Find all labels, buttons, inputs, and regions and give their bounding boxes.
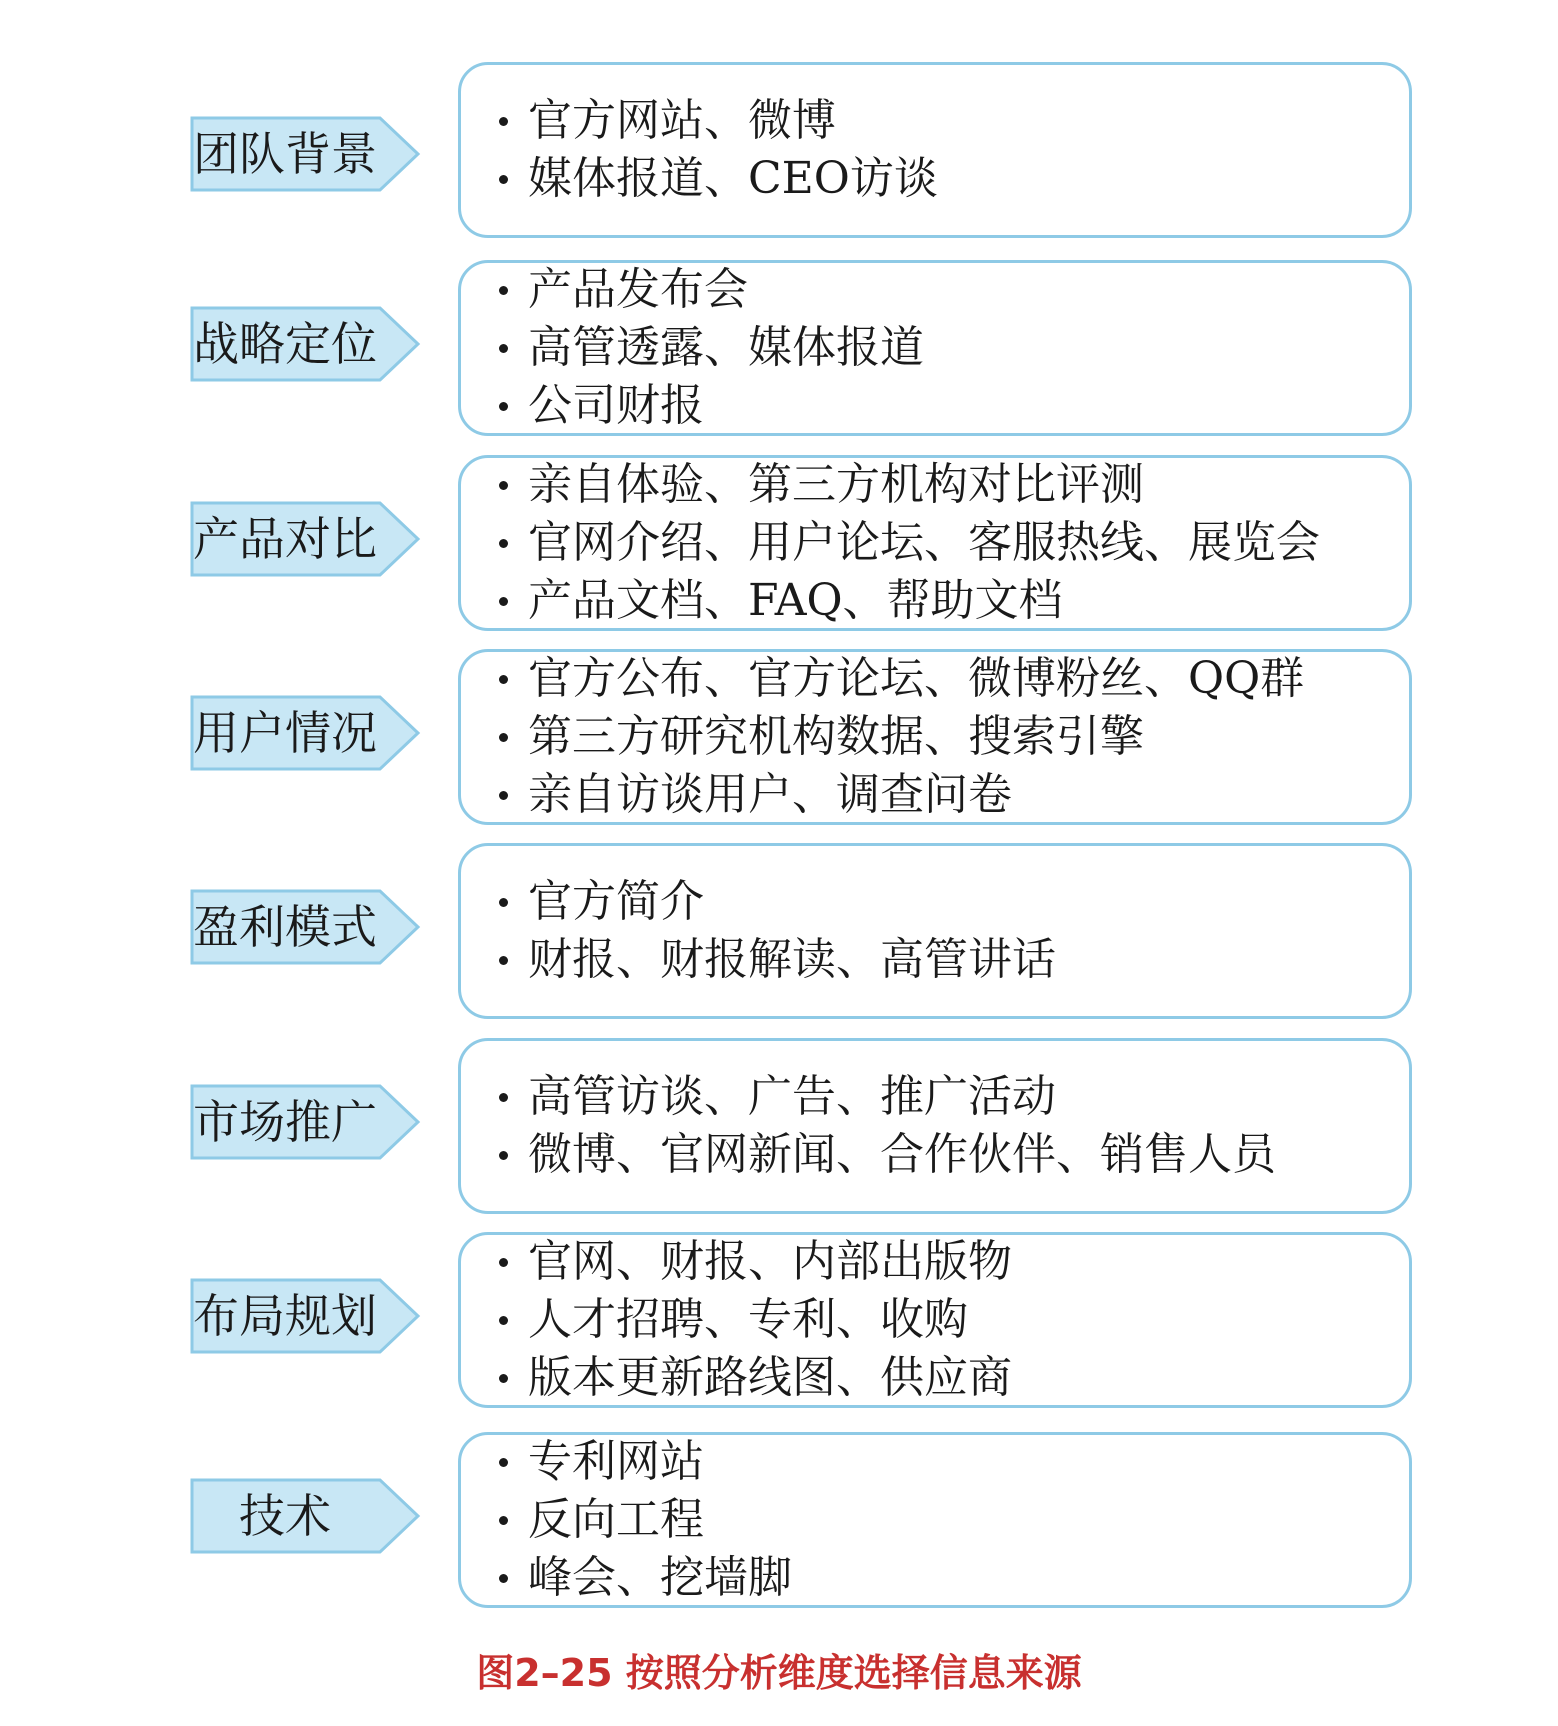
bullet-icon xyxy=(499,1458,508,1467)
bullet-icon xyxy=(499,539,508,548)
bullet-icon xyxy=(499,597,508,606)
source-item: 峰会、挖墙脚 xyxy=(499,1549,1409,1607)
source-item: 公司财报 xyxy=(499,377,1409,435)
dimension-label: 团队背景 xyxy=(193,127,377,181)
source-item: 亲自体验、第三方机构对比评测 xyxy=(499,456,1409,514)
source-item: 第三方研究机构数据、搜索引擎 xyxy=(499,708,1409,766)
source-item: 官方网站、微博 xyxy=(499,92,1409,150)
source-box xyxy=(458,455,1412,631)
bullet-icon xyxy=(499,344,508,353)
bullet-icon xyxy=(499,402,508,411)
bullet-icon xyxy=(499,1374,508,1383)
figure-caption: 图2–25 按照分析维度选择信息来源 xyxy=(476,1651,1082,1695)
dimension-label: 技术 xyxy=(239,1489,331,1543)
dimension-label: 市场推广 xyxy=(193,1095,377,1149)
dimension-label: 产品对比 xyxy=(193,512,377,566)
bullet-icon xyxy=(499,117,508,126)
dimension-label: 战略定位 xyxy=(193,317,377,371)
source-box xyxy=(458,1038,1412,1214)
source-item: 官方简介 xyxy=(499,873,1409,931)
source-item: 亲自访谈用户、调查问卷 xyxy=(499,766,1409,824)
source-box xyxy=(458,1432,1412,1608)
source-item: 反向工程 xyxy=(499,1491,1409,1549)
dimension-label: 布局规划 xyxy=(193,1289,377,1343)
source-item: 产品发布会 xyxy=(499,261,1409,319)
bullet-icon xyxy=(499,956,508,965)
bullet-icon xyxy=(499,1516,508,1525)
source-item: 官方公布、官方论坛、微博粉丝、QQ群 xyxy=(499,650,1409,708)
source-box xyxy=(458,260,1412,436)
bullet-icon xyxy=(499,481,508,490)
dimension-label: 用户情况 xyxy=(193,706,377,760)
source-item: 高管访谈、广告、推广活动 xyxy=(499,1068,1409,1126)
bullet-icon xyxy=(499,675,508,684)
source-box xyxy=(458,1232,1412,1408)
source-box xyxy=(458,62,1412,238)
source-item: 专利网站 xyxy=(499,1433,1409,1491)
bullet-icon xyxy=(499,1574,508,1583)
bullet-icon xyxy=(499,1316,508,1325)
bullet-icon xyxy=(499,898,508,907)
bullet-icon xyxy=(499,791,508,800)
bullet-icon xyxy=(499,733,508,742)
source-box xyxy=(458,843,1412,1019)
source-item: 版本更新路线图、供应商 xyxy=(499,1349,1409,1407)
source-item: 产品文档、FAQ、帮助文档 xyxy=(499,572,1409,630)
bullet-icon xyxy=(499,175,508,184)
source-item: 财报、财报解读、高管讲话 xyxy=(499,931,1409,989)
bullet-icon xyxy=(499,1093,508,1102)
source-box xyxy=(458,649,1412,825)
bullet-icon xyxy=(499,1258,508,1267)
source-item: 媒体报道、CEO访谈 xyxy=(499,150,1409,208)
bullet-icon xyxy=(499,286,508,295)
source-item: 官网、财报、内部出版物 xyxy=(499,1233,1409,1291)
source-item: 官网介绍、用户论坛、客服热线、展览会 xyxy=(499,514,1409,572)
bullet-icon xyxy=(499,1151,508,1160)
source-item: 人才招聘、专利、收购 xyxy=(499,1291,1409,1349)
source-item: 微博、官网新闻、合作伙伴、销售人员 xyxy=(499,1126,1409,1184)
source-item: 高管透露、媒体报道 xyxy=(499,319,1409,377)
dimension-label: 盈利模式 xyxy=(193,900,377,954)
